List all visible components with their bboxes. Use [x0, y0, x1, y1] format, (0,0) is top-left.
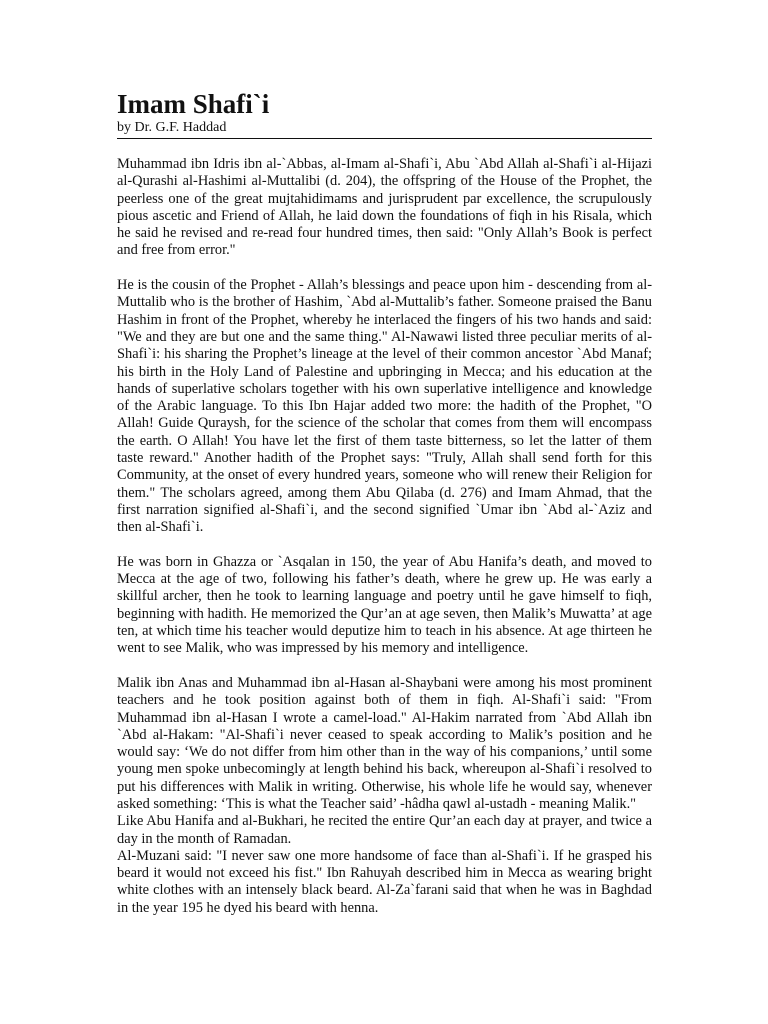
document-page [117, 88, 652, 917]
paragraph-lineage-intro: Muhammad ibn Idris ibn al-`Abbas, al-Imam al-Shafi`i, Abu `Abd Allah al-Shafi`i al-Hijazi al-Qurashi al-Hashimi al-Muttalibi (d. 204), the offspring of the House of the Prophet, the peerless one of the great mujtahidimams and jurisprudent par excellence, the scrupulously pious ascetic and Friend of Allah, he laid down the foundations of fiqh in his Risala, which he said he revised and re-read four hundred times, then said: "Only Allah’s Book is perfect and free from error." [117, 156, 652, 259]
paragraph-quran-recitation: Like Abu Hanifa and al-Bukhari, he recited the entire Qur’an each day at prayer, and twice a day in the month of Ramadan. [117, 813, 652, 847]
author-byline: by Dr. G.F. Haddad [117, 120, 652, 139]
paragraph-teachers: Malik ibn Anas and Muhammad ibn al-Hasan al-Shaybani were among his most prominent teachers and he took position against both of them in fiqh. Al-Shafi`i said: "From Muhammad ibn al-Hasan I wrote a camel-load." Al-Hakim narrated from `Abd Allah ibn `Abd al-Hakam: "Al-Shafi`i never ceased to speak according to Malik’s position and he would say: ‘We do not differ from him other than in the way of his companions,’ until some young men spoke unbecomingly at length behind his back, whereupon al-Shafi`i resolved to put his differences with Malik in writing. Otherwise, his whole life he would say, whenever asked something: ‘This is what the Teacher said’ -hâdha qawl al-ustadh - meaning Malik." [117, 674, 652, 812]
paragraph-ancestry-merits: He is the cousin of the Prophet - Allah’s blessings and peace upon him - descending from al-Muttalib who is the brother of Hashim, `Abd al-Muttalib’s father. Someone praised the Banu Hashim in front of the Prophet, whereby he interlaced the fingers of his two hands and said: "We and they are but one and the same thing." Al-Nawawi listed three peculiar merits of al-Shafi`i: his sharing the Prophet’s lineage at the level of their common ancestor `Abd Manaf; his birth in the Holy Land of Palestine and upbringing in Mecca; and his education at the hands of superlative scholars together with his own superlative intelligence and knowledge of the Arabic language. To this Ibn Hajar added two more: the hadith of the Prophet, "O Allah! Guide Quraysh, for the science of the scholar that comes from them will encompass the earth. O Allah! You have let the first of them taste bitterness, so let the latter of them taste reward." Another hadith of the Prophet says: "Truly, Allah shall send forth for this Community, at the onset of every hundred years, someone who will renew their Religion for them." The scholars agreed, among them Abu Qilaba (d. 276) and Imam Ahmad, that the first narration signified al-Shafi`i, and the second signified `Umar ibn `Abd al-`Aziz and then al-Shafi`i. [117, 277, 652, 536]
paragraph-appearance: Al-Muzani said: "I never saw one more handsome of face than al-Shafi`i. If he grasped his beard it would not exceed his fist." Ibn Rahuyah described him in Mecca as wearing bright white clothes with an intensely black beard. Al-Za`farani said that when he was in Baghdad in the year 195 he dyed his beard with henna. [117, 847, 652, 916]
document-title: Imam Shafi`i [117, 89, 270, 119]
paragraph-birth-education: He was born in Ghazza or `Asqalan in 150, the year of Abu Hanifa’s death, and moved to Mecca at the age of two, following his father’s death, where he grew up. He was early a skillful archer, then he took to learning language and poetry until he gave himself to fiqh, beginning with hadith. He memorized the Qur’an at age seven, then Malik’s Muwatta’ at age ten, at which time his teacher would deputize him to teach in his absence. At age thirteen he went to see Malik, who was impressed by his memory and intelligence. [117, 553, 652, 657]
article-body [117, 156, 652, 917]
